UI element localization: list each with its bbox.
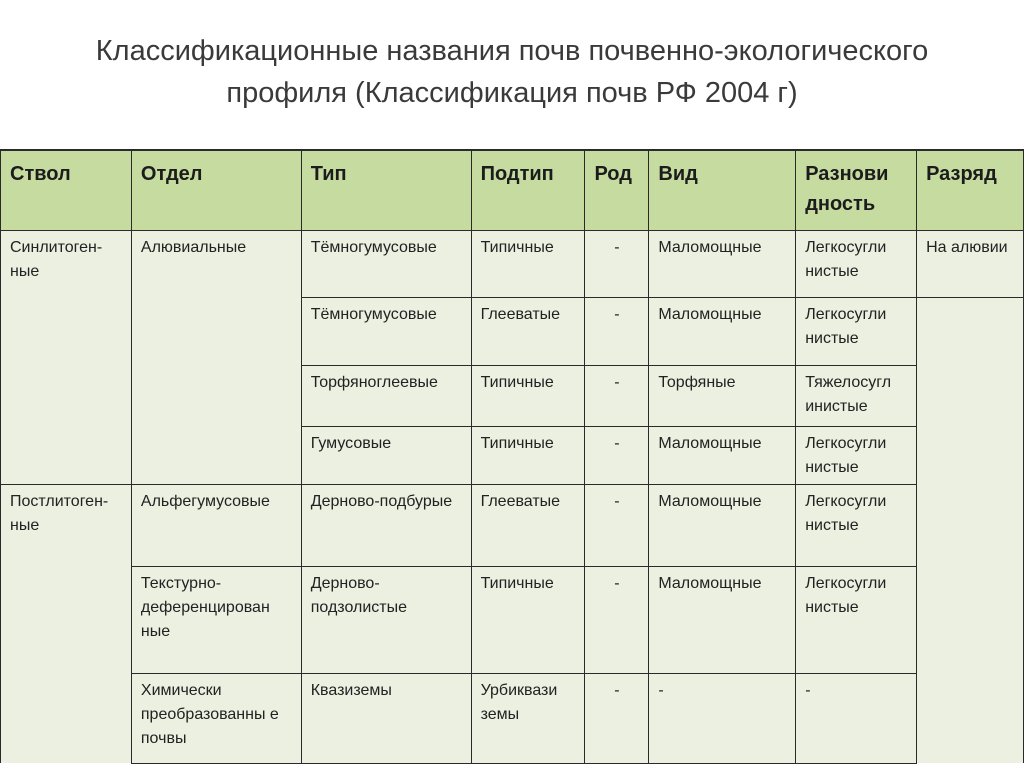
cell-stvol: [1, 365, 132, 426]
cell-podtip: Типичные: [471, 365, 585, 426]
cell-podtip: Типичные: [471, 426, 585, 484]
header-raznovidnost: Разнови дность: [796, 150, 917, 230]
header-otdel: Отдел: [131, 150, 301, 230]
header-razryad: Разряд: [917, 150, 1024, 230]
cell-razryad: [917, 297, 1024, 365]
cell-rod: -: [585, 566, 649, 673]
cell-otdel: Алювиальные: [131, 230, 301, 297]
cell-raznovidnost: Легкосугли нистые: [796, 566, 917, 673]
cell-stvol: [1, 673, 132, 763]
cell-razryad: [917, 566, 1024, 673]
cell-raznovidnost: Легкосугли нистые: [796, 297, 917, 365]
cell-podtip: Глееватые: [471, 297, 585, 365]
title-line-2: профиля (Классификация почв РФ 2004 г): [226, 77, 798, 109]
cell-tip: Дерново-подзолистые: [301, 566, 471, 673]
cell-razryad: На алювии: [917, 230, 1024, 297]
cell-podtip: Глееватые: [471, 484, 585, 566]
cell-podtip: Урбиквази земы: [471, 673, 585, 763]
cell-raznovidnost: Тяжелосугл инистые: [796, 365, 917, 426]
cell-vid: Маломощные: [649, 566, 796, 673]
title-line-1: Классификационные названия почв почвенно-экологического: [95, 35, 929, 67]
cell-vid: Маломощные: [649, 426, 796, 484]
header-stvol: Ствол: [1, 150, 132, 230]
cell-rod: -: [585, 365, 649, 426]
cell-stvol: Синлитоген-ные: [1, 230, 132, 297]
cell-stvol: [1, 297, 132, 365]
cell-razryad: [917, 426, 1024, 484]
cell-stvol: Постлитоген-ные: [1, 484, 132, 566]
cell-stvol: [1, 426, 132, 484]
cell-otdel: [131, 426, 301, 484]
cell-podtip: Типичные: [471, 566, 585, 673]
cell-tip: Торфяноглеевые: [301, 365, 471, 426]
cell-rod: -: [585, 297, 649, 365]
cell-vid: -: [649, 673, 796, 763]
table-row: [1, 230, 1024, 297]
header-row: [1, 150, 1024, 230]
cell-otdel: Альфегумусовые: [131, 484, 301, 566]
cell-raznovidnost: -: [796, 673, 917, 763]
cell-otdel: [131, 297, 301, 365]
cell-tip: Тёмногумусовые: [301, 297, 471, 365]
table-row: [1, 297, 1024, 365]
cell-rod: -: [585, 426, 649, 484]
cell-tip: Тёмногумусовые: [301, 230, 471, 297]
table-row: [1, 673, 1024, 763]
cell-raznovidnost: Легкосугли нистые: [796, 426, 917, 484]
soil-classification-table: [0, 149, 1024, 764]
slide-title: [0, 30, 1024, 114]
cell-podtip: Типичные: [471, 230, 585, 297]
cell-rod: -: [585, 484, 649, 566]
header-rod: Род: [585, 150, 649, 230]
cell-razryad: [917, 673, 1024, 763]
cell-vid: Торфяные: [649, 365, 796, 426]
cell-otdel: [131, 365, 301, 426]
cell-vid: Маломощные: [649, 230, 796, 297]
cell-vid: Маломощные: [649, 484, 796, 566]
cell-rod: -: [585, 230, 649, 297]
cell-otdel: Текстурно-деференцирован ные: [131, 566, 301, 673]
cell-stvol: [1, 566, 132, 673]
cell-vid: Маломощные: [649, 297, 796, 365]
header-tip: Тип: [301, 150, 471, 230]
cell-razryad: [917, 365, 1024, 426]
cell-tip: Квазиземы: [301, 673, 471, 763]
cell-tip: Гумусовые: [301, 426, 471, 484]
table-row: [1, 566, 1024, 673]
cell-tip: Дерново-подбурые: [301, 484, 471, 566]
table-row: [1, 484, 1024, 566]
cell-rod: -: [585, 673, 649, 763]
header-vid: Вид: [649, 150, 796, 230]
header-podtip: Подтип: [471, 150, 585, 230]
cell-raznovidnost: Легкосугли нистые: [796, 230, 917, 297]
cell-otdel: Химически преобразованны е почвы: [131, 673, 301, 763]
table-row: [1, 426, 1024, 484]
table-row: [1, 365, 1024, 426]
cell-razryad: [917, 484, 1024, 566]
cell-raznovidnost: Легкосугли нистые: [796, 484, 917, 566]
